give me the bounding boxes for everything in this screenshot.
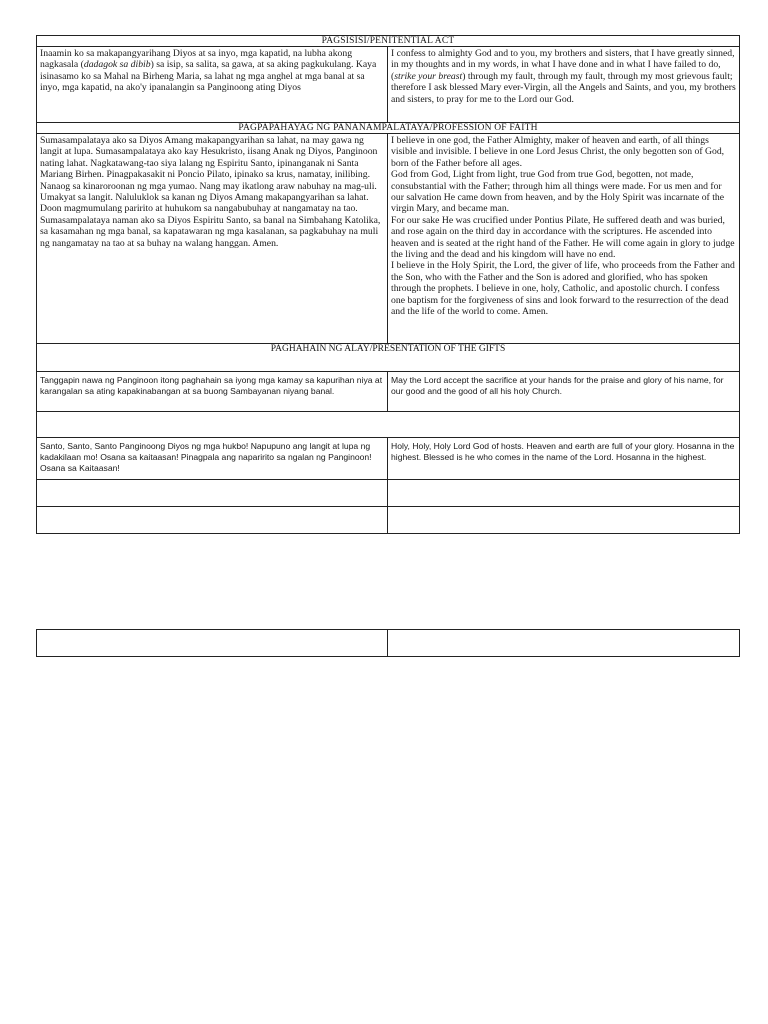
presentation-heading-text: PAGHAHAIN NG ALAY/PRESENTATION OF THE GIFTS <box>270 344 506 354</box>
empty-row <box>36 411 740 438</box>
creed-tagalog-cell <box>36 133 388 344</box>
gifts-english-cell <box>387 371 740 412</box>
creed-english-paragraph-3: For our sake He was crucified under Pontius Pilate, He suffered death and was buried, and rose again on the third day in accordance with the scriptures. He ascended into heaven and is seated at the right hand of the Father. He will come again in glory to judge the living and the dead and his kingdom will have no end. <box>391 214 735 261</box>
creed-english-paragraph-2: God from God, Light from light, true God from true God, begotten, not made, consubstantial with the Father; through him all things were made. For us men and for our salvation He came down from heaven, and by the Holy Spirit was incarnate of the virgin Mary, and became man. <box>391 169 725 215</box>
sanctus-english-text: Holy, Holy, Holy Lord God of hosts. Heaven and earth are full of your glory. Hosanna in the highest. Blessed is he who comes in the name of the Lord. Hosanna in the highest. <box>391 441 735 463</box>
creed-english-paragraph-1: I believe in one god, the Father Almighty, maker of heaven and earth, of all things visible and invisible. I believe in one Lord Jesus Christ, the only begotten son of God, born of the Father before all ages. <box>391 135 725 169</box>
empty-cell-right-1 <box>387 479 740 507</box>
penitential-english-text-end: ) through my fault, through my fault, through my most grievous fault; therefore I ask blessed Mary ever-Virgin, all the Angels and Saints, and you, my brothers and sisters, to pray for me to the Lord our God. <box>391 70 736 105</box>
empty-cell-right-2 <box>387 506 740 534</box>
empty-cell-right-3 <box>387 629 740 657</box>
gifts-english-text: May the Lord accept the sacrifice at your hands for the praise and glory of his name, for our good and the good of all his holy Church. <box>391 375 724 397</box>
sanctus-english-cell <box>387 437 740 480</box>
sanctus-tagalog-cell <box>36 437 388 480</box>
empty-cell-left-3 <box>36 629 388 657</box>
gifts-tagalog-cell <box>36 371 388 412</box>
creed-english-paragraph-4: I believe in the Holy Spirit, the Lord, the giver of life, who proceeds from the Father and the Son, who with the Father and the Son is adored and glorified, who has spoken through the prophets. I believe in one, holy, Catholic, and apostolic church. I confess one baptism for the forgiveness of sins and look forward to the resurrection of the dead and the life of the world to come. Amen. <box>391 260 735 318</box>
section-heading-penitential-act: PAGSISISI/PENITENTIAL ACT <box>36 35 740 47</box>
penitential-english-cell <box>387 46 740 123</box>
empty-cell-left-1 <box>36 479 388 507</box>
penitential-english-rubric: strike your breast <box>394 70 463 82</box>
penitential-tagalog-rubric: dadagok sa dibib <box>83 59 151 71</box>
penitential-tagalog-cell <box>36 46 388 123</box>
section-heading-presentation-of-gifts <box>36 343 740 372</box>
penitential-tagalog-text-end: ) sa isip, sa salita, sa gawa, at sa aking pagkukulang. Kaya isinasamo ko sa Mahal na Birheng Maria, sa lahat ng mga anghel at mga banal at sa inyo, mga kapatid, na ako'y ipanalangin sa Panginoong ating Diyos <box>40 59 377 94</box>
section-heading-profession-of-faith: PAGPAPAHAYAG NG PANANAMPALATAYA/PROFESSION OF FAITH <box>36 122 740 134</box>
penitential-tagalog-text: Inaamin ko sa makapangyarihang Diyos at sa inyo, mga kapatid, na lubha akong nagkasala ( <box>40 48 353 71</box>
penitential-english-text: I confess to almighty God and to you, my brothers and sisters, that I have greatly sinned, in my thoughts and in my words, in what I have done and in what I have failed to do, ( <box>391 48 735 82</box>
creed-english-cell <box>387 133 740 344</box>
creed-tagalog-text: Sumasampalataya ako sa Diyos Amang makapangyarihan sa lahat, na may gawa ng langit at lupa. Sumasampalataya ako kay Hesukristo, iisang Anak ng Diyos, Panginoon nating lahat. Nagkatawang-tao siya lalang ng Espiritu Santo, ipinanganak ni Santa Mariang Birhen. Pinagpakasakit ni Poncio Pilato, ipinako sa krus, namatay, inilibing. Nanaog sa kinaroroonan ng mga yumao. Nang may ikatlong araw nabuhay na mag-uli. Umakyat sa langit. Naluluklok sa kanan ng Diyos Amang makapangyarihan sa lahat. Doon magmumulang paririto at huhukom sa nangabubuhay at nangamatay na tao. Sumasampalataya naman ako sa Diyos Espiritu Santo, sa banal na Simbahang Katolika, sa kasamahan ng mga banal, sa kapatawaran ng mga kasalanan, sa pagkabuhay na muli ng nangamatay na tao at sa buhay na walang hanggan. Amen. <box>40 135 381 249</box>
gifts-tagalog-text: Tanggapin nawa ng Panginoon itong paghahain sa iyong mga kamay sa kapurihan niya at karangalan sa ating kapakinabangan at sa buong Sambayanan niyang banal. <box>40 375 383 397</box>
empty-cell-left-2 <box>36 506 388 534</box>
sanctus-tagalog-text: Santo, Santo, Santo Panginoong Diyos ng mga hukbo! Napupuno ang langit at lupa ng kadakilaan mo! Osana sa kaitaasan! Pinagpala ang naparirito sa ngalan ng Panginoon! Osana sa Kaitaasan! <box>40 441 372 474</box>
